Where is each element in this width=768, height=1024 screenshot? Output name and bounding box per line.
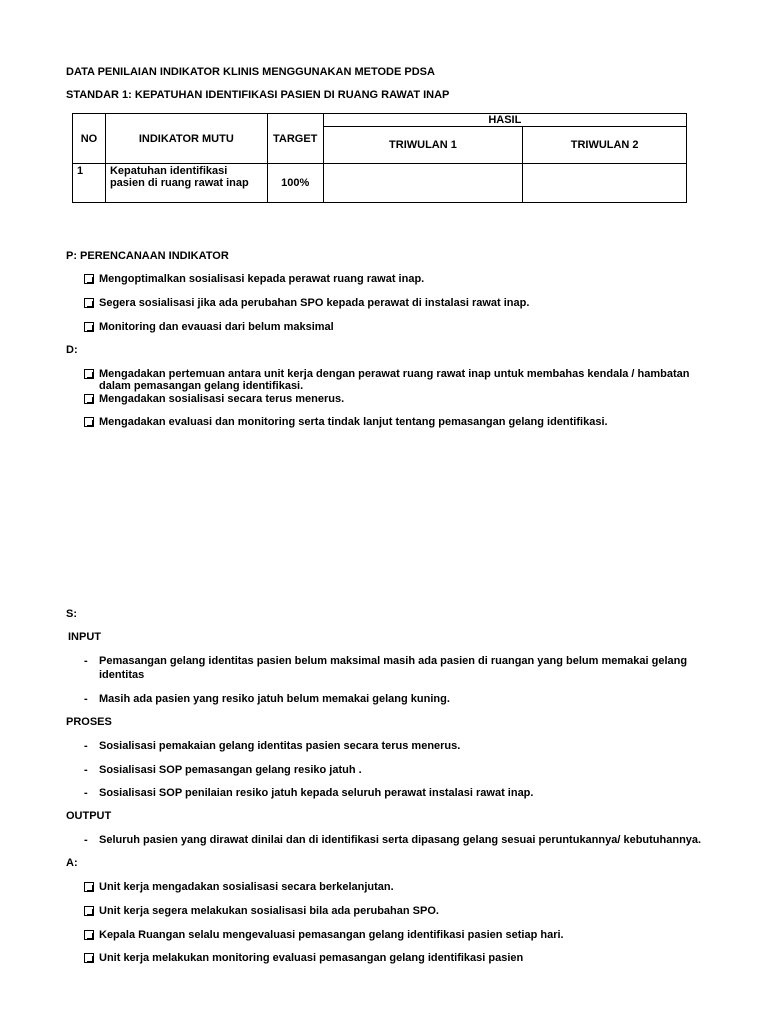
header-indikator-mutu: INDIKATOR MUTU bbox=[105, 114, 267, 164]
dash-bullet: - bbox=[84, 764, 88, 776]
header-no: NO bbox=[73, 114, 106, 164]
list-item: Unit kerja mengadakan sosialisasi secara berkelanjutan. bbox=[84, 881, 704, 893]
list-item: - Pemasangan gelang identitas pasien belum maksimal masih ada pasien di ruangan yang belum memakai gelang identitas bbox=[84, 655, 688, 681]
output-heading: OUTPUT bbox=[66, 810, 112, 822]
dash-bullet: - bbox=[84, 834, 88, 846]
dash-bullet: - bbox=[84, 655, 88, 667]
dash-bullet: - bbox=[84, 740, 88, 752]
indicator-table bbox=[72, 113, 687, 203]
input-heading: INPUT bbox=[68, 631, 101, 643]
cell-triwulan-2 bbox=[523, 164, 687, 203]
dash-bullet: - bbox=[84, 787, 88, 799]
header-hasil: HASIL bbox=[323, 114, 686, 127]
checkbox-icon bbox=[84, 394, 94, 404]
list-item: Mengoptimalkan sosialisasi kepada perawat ruang rawat inap. bbox=[84, 273, 704, 285]
list-item: Mengadakan evaluasi dan monitoring serta tindak lanjut tentang pemasangan gelang identifikasi. bbox=[84, 416, 704, 428]
checkbox-icon bbox=[84, 417, 94, 427]
list-item: Unit kerja segera melakukan sosialisasi bila ada perubahan SPO. bbox=[84, 905, 704, 917]
cell-triwulan-1 bbox=[323, 164, 523, 203]
cell-target: 100% bbox=[267, 164, 323, 203]
cell-indikator bbox=[105, 164, 267, 203]
list-item: Kepala Ruangan selalu mengevaluasi pemasangan gelang identifikasi pasien setiap hari. bbox=[84, 929, 704, 941]
list-item: - Masih ada pasien yang resiko jatuh belum memakai gelang kuning. bbox=[84, 693, 450, 705]
act-heading: A: bbox=[66, 857, 78, 869]
cell-indikator-line-1: Kepatuhan identifikasi bbox=[109, 165, 228, 177]
checkbox-icon bbox=[84, 322, 94, 332]
list-item: - Sosialisasi SOP pemasangan gelang resiko jatuh . bbox=[84, 764, 362, 776]
study-heading: S: bbox=[66, 608, 77, 620]
list-item: Unit kerja melakukan monitoring evaluasi pemasangan gelang identifikasi pasien bbox=[84, 952, 704, 964]
list-item: Mengadakan sosialisasi secara terus menerus. bbox=[84, 393, 704, 405]
do-heading: D: bbox=[66, 344, 78, 356]
header-triwulan-1: TRIWULAN 1 bbox=[323, 127, 523, 164]
checkbox-icon bbox=[84, 930, 94, 940]
header-triwulan-2: TRIWULAN 2 bbox=[523, 127, 687, 164]
plan-heading: P: PERENCANAAN INDIKATOR bbox=[66, 250, 229, 262]
checkbox-icon bbox=[84, 274, 94, 284]
dash-bullet: - bbox=[84, 693, 88, 705]
list-item: Mengadakan pertemuan antara unit kerja dengan perawat ruang rawat inap untuk membahas kendala / hambatan dalam pemasangan gelang identifikasi. bbox=[84, 368, 704, 392]
proses-heading: PROSES bbox=[66, 716, 112, 728]
checkbox-icon bbox=[84, 953, 94, 963]
checkbox-icon bbox=[84, 369, 94, 379]
checkbox-icon bbox=[84, 906, 94, 916]
cell-no: 1 bbox=[73, 164, 106, 203]
document-title: DATA PENILAIAN INDIKATOR KLINIS MENGGUNAKAN METODE PDSA bbox=[66, 66, 435, 78]
checkbox-icon bbox=[84, 882, 94, 892]
list-item: - Sosialisasi SOP penilaian resiko jatuh kepada seluruh perawat instalasi rawat inap. bbox=[84, 787, 534, 799]
list-item: - Sosialisasi pemakaian gelang identitas pasien secara terus menerus. bbox=[84, 740, 461, 752]
header-target: TARGET bbox=[267, 114, 323, 164]
list-item: Segera sosialisasi jika ada perubahan SPO kepada perawat di instalasi rawat inap. bbox=[84, 297, 704, 309]
checkbox-icon bbox=[84, 298, 94, 308]
list-item: Monitoring dan evauasi dari belum maksimal bbox=[84, 321, 704, 333]
table-row bbox=[73, 164, 687, 203]
list-item: - Seluruh pasien yang dirawat dinilai dan di identifikasi serta dipasang gelang sesuai peruntukannya/ kebutuhannya. bbox=[84, 834, 702, 846]
cell-indikator-line-2: pasien di ruang rawat inap bbox=[109, 177, 249, 189]
standard-heading: STANDAR 1: KEPATUHAN IDENTIFIKASI PASIEN DI RUANG RAWAT INAP bbox=[66, 89, 450, 101]
